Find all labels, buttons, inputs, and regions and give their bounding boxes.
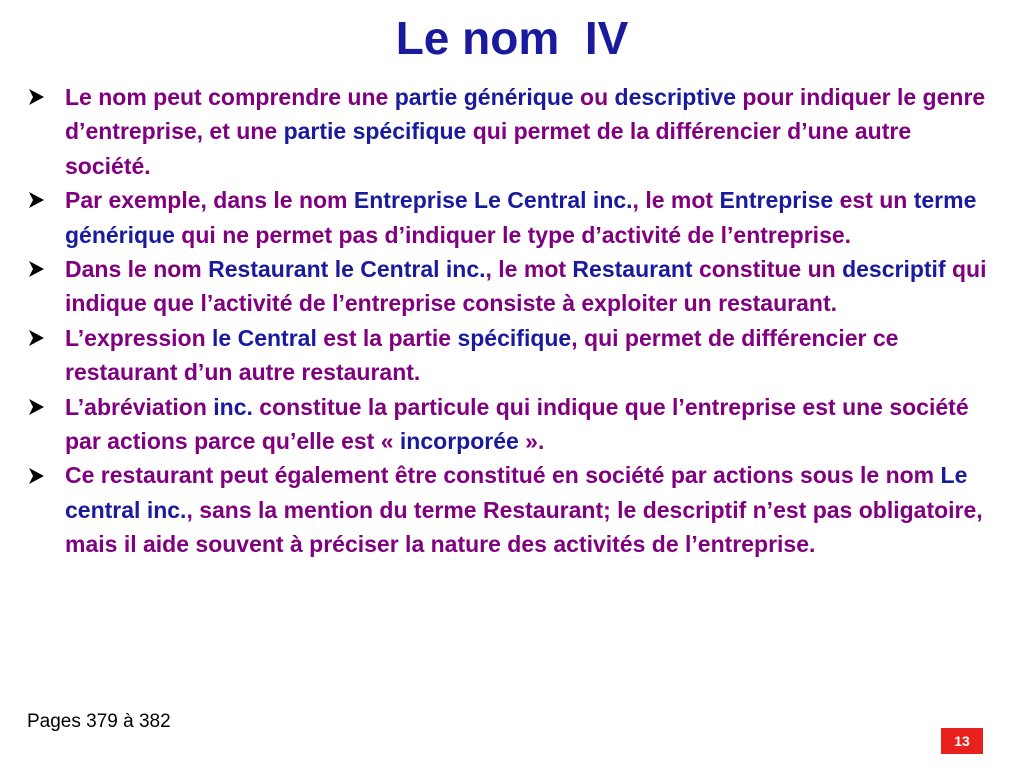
- bullet-text: ».: [518, 428, 545, 455]
- arrow-bullet-icon: [28, 321, 48, 355]
- bullet-text: Ce restaurant peut également être constitué en société par actions sous le nom: [65, 462, 941, 489]
- bullet-text: qui permet de la différencier d’une autre société.: [65, 118, 912, 179]
- bullet-text: Dans le nom: [65, 256, 209, 283]
- highlighted-term: partie spécifique: [283, 118, 467, 145]
- bullet-text: pour indiquer le genre d’entreprise, et une: [65, 84, 986, 145]
- highlighted-term: descriptive: [614, 84, 736, 110]
- bullet-text: , le mot: [485, 256, 573, 283]
- highlighted-term: spécifique: [457, 324, 572, 351]
- highlighted-term: Entreprise Le Central inc.: [353, 187, 633, 214]
- highlighted-term: partie générique: [394, 84, 574, 110]
- bullet-item: [28, 390, 1003, 459]
- arrow-bullet-icon: [28, 80, 48, 114]
- bullet-text: , sans la mention du terme Restaurant; le descriptif n’est pas obligatoire, mais il aide souvent à préciser la nature des activités de l’entreprise.: [65, 496, 983, 558]
- arrow-bullet-icon: [28, 183, 48, 217]
- highlighted-term: incorporée: [399, 428, 519, 455]
- bullet-item: [28, 183, 1003, 252]
- highlighted-term: Le central inc.: [65, 462, 968, 523]
- bullet-text: Par exemple, dans le nom: [65, 187, 354, 214]
- bullet-text: ou: [573, 84, 615, 110]
- bullet-text: Le nom peut comprendre une: [65, 84, 395, 110]
- arrow-bullet-icon: [28, 458, 48, 492]
- bullet-item: [28, 80, 1003, 183]
- bullet-item: [28, 458, 1003, 561]
- highlighted-term: Entreprise: [719, 187, 834, 214]
- bullet-text: L’expression: [65, 324, 213, 351]
- highlighted-term: Restaurant le Central inc.: [208, 256, 486, 283]
- bullet-item: [28, 321, 1003, 390]
- bullet-text: constitue un: [692, 256, 843, 283]
- arrow-bullet-icon: [28, 252, 48, 286]
- highlighted-term: terme générique: [65, 187, 977, 248]
- highlighted-term: le Central: [212, 324, 317, 351]
- bullet-text: L’abréviation: [65, 393, 214, 420]
- highlighted-term: Restaurant: [572, 256, 693, 283]
- page-number: 13: [954, 733, 970, 749]
- bullet-text: , qui permet de différencier ce restaurant d’un autre restaurant.: [65, 324, 899, 386]
- bullet-text: constitue la particule qui indique que l’entreprise est une société par actions parce qu’elle est «: [65, 393, 969, 455]
- bullet-item: [28, 252, 1003, 321]
- bullet-text: qui indique que l’activité de l’entreprise consiste à exploiter un restaurant.: [65, 256, 987, 317]
- highlighted-term: descriptif: [842, 256, 946, 283]
- page-number-badge: [941, 728, 983, 754]
- bullet-text: qui ne permet pas d’indiquer le type d’activité de l’entreprise.: [174, 221, 852, 248]
- bullet-text: est un: [833, 187, 914, 214]
- slide-title: Le nom IV: [395, 12, 629, 64]
- bullet-text: est la partie: [316, 324, 458, 351]
- arrow-bullet-icon: [28, 390, 48, 424]
- bullet-text: , le mot: [632, 187, 720, 214]
- bullet-list: [28, 80, 1003, 562]
- footer-page-reference: Pages 379 à 382: [27, 711, 171, 732]
- highlighted-term: inc.: [213, 393, 253, 420]
